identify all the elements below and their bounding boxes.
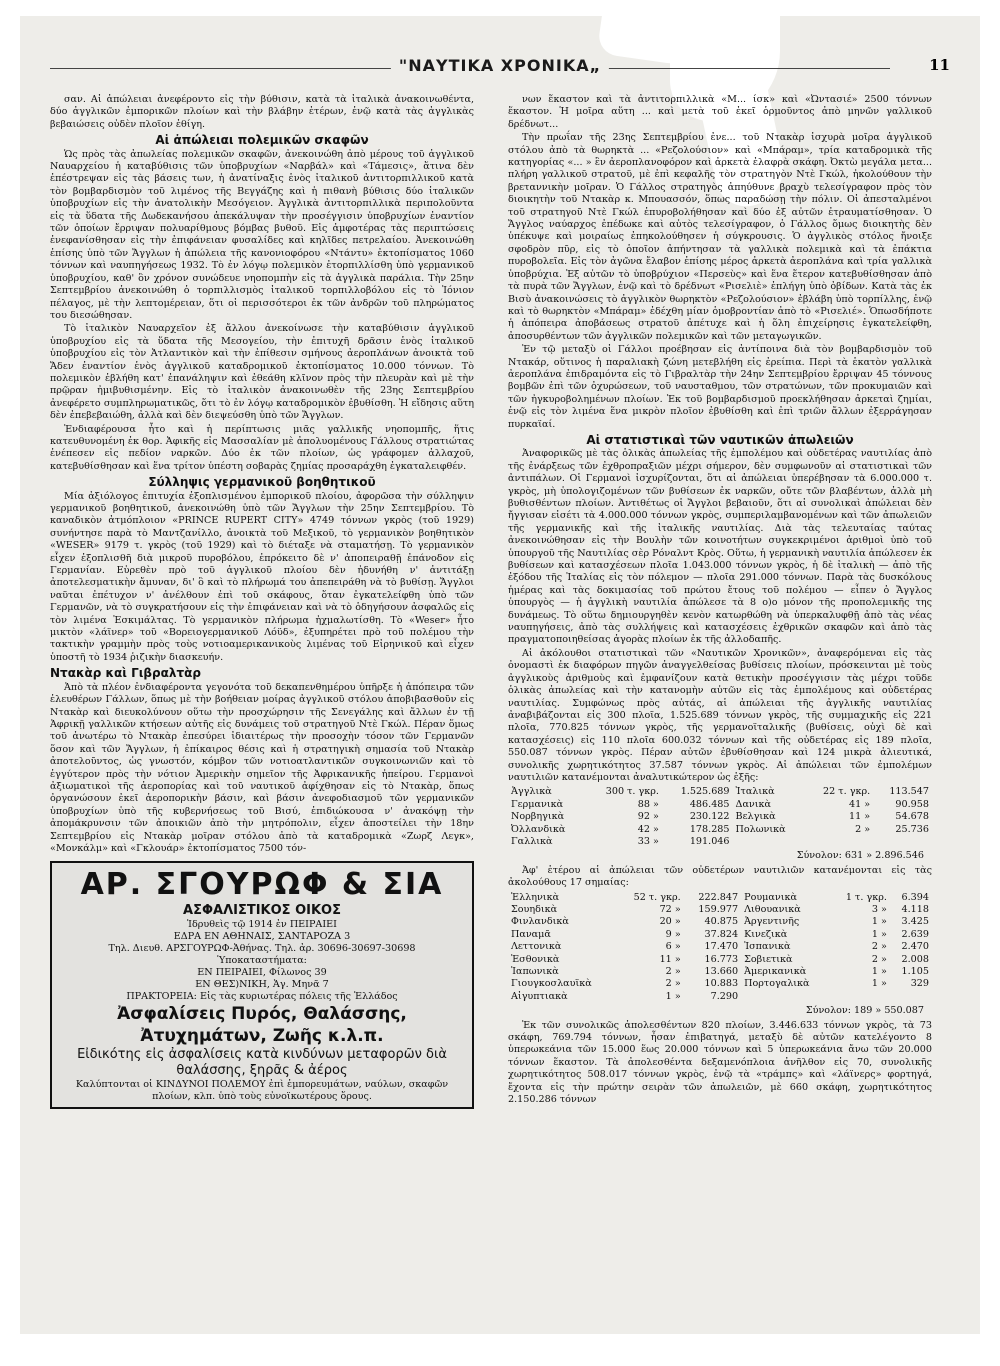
table-row	[508, 799, 932, 811]
table-row	[508, 824, 932, 836]
table-cell	[741, 991, 831, 1003]
ad-telegraph: Τηλ. Διευθ. ΑΡΣΓΟΥΡΩΦ-Ἀθήνας. Τηλ. ἀρ. 30696-30697-30698	[108, 943, 416, 955]
table-cell	[733, 836, 805, 848]
table-cell: 1.105	[901, 966, 929, 978]
table-cell: 113.547	[889, 786, 929, 798]
table-cell: 90.958	[895, 798, 929, 810]
table-cell: Ἀγγλικὰ	[511, 786, 552, 798]
table-cell: Ἑλληνικὰ	[511, 891, 560, 903]
table-cell: 20 »	[659, 916, 681, 928]
table-cell: 1 »	[871, 966, 887, 978]
ad-founded: Ἱδρυθεὶς τῷ 1914 ἐν ΠΕΙΡΑΙΕΙ	[187, 919, 337, 931]
table-cell: Παναμᾶ	[511, 928, 551, 940]
table-cell: Ὀλλανδικὰ	[511, 823, 566, 835]
table-row	[508, 978, 932, 990]
paragraph: νων ἕκαστον καὶ τὰ ἀντιτορπιλλικὰ «Μ... ίσκ» καὶ «Ὠντασιέ» 2500 τόννων ἕκαστον. Ἡ μοῖρα αὕτη ... καὶ μετὰ τοῦ ἐκεῖ ὁρμοῦντος ἀπὸ μηνῶν γαλλικοῦ δρέδνωτ...	[508, 94, 932, 130]
table-cell	[890, 991, 932, 1003]
table-cell: Φινλανδικὰ	[511, 916, 569, 928]
table-cell: 329	[910, 978, 929, 990]
paragraph: Ἐνδιαφέρουσα ἦτο καὶ ἡ περίπτωσις μιᾶς γαλλικῆς νηοπομπῆς, ἥτις κατευθυνομένη ἐκ θορ. Ἀφικῆς εἰς Μασσαλίαν μὲ ἀπολυομένους Γάλλους στρατιώτας ἐνέπεσεν εἰς πεδίον ναρκῶν. Δύο ἐκ τῶν πλοίων, ὡς γράφομεν ἀλλαχοῦ, κατεβυθίσθησαν καὶ ἕνα τρίτον ὑπέστη σοβαρὰς ζημίας προσαράχθη ἐγκαταλειφθέν.	[50, 423, 474, 472]
paragraph: Ἀπὸ τὰ πλέον ἐνδιαφέροντα γεγονότα τοῦ δεκαπενθημέρου ὑπῆρξε ἡ ἀπόπειρα τῶν ἐλευθέρων Γάλλων, ὅπως μὲ τὴν βοήθειαν μοίρας ἀγγλικοῦ στόλου ἀποβιβασθοῦν εἰς Ντακὰρ καὶ διευκολύνουν οὕτω τὴν προσχώρησιν τῆς Σενεγάλης καὶ ἄλλων ἐν τῇ Ἀφρικῇ γαλλικῶν κτήσεων αὐτῆς εἰς δυνάμεις τοῦ στρατηγοῦ Ντὲ Γκώλ. Πέραν ὅμως τοῦ ἀνωτέρω τὸ Ντακὰρ ἐπεσύρει ἰδιαιτέρως τὴν προσοχὴν τόσον τῶν Γερμανῶν ὅσον καὶ τῶν Ἄγγλων, ἡ ἐπίκαιρος θέσις καὶ ἡ στρατηγικὴ σημασία τοῦ Ντακὰρ ἀποτελοῦντος, ὡς γνωστόν, κόμβον τῶν νοτιοατλαντικῶν συγκοινωνιῶν καὶ τὸ ἐγγύτερον πρὸς τὴν νότιον Ἀμερικὴν σημεῖον τῆς Ἀφρικανικῆς ἠπείρου. Γερμανοὶ ἀξιωματικοὶ τῆς ἀεροπορίας καὶ τοῦ ναυτικοῦ ἀφίχθησαν εἰς τὸ Ντακὰρ, ὅπως ὀργανώσουν ἐκεῖ ἀεροπορικὴν βάσιν, καὶ βάσιν ἀνεφοδιασμοῦ τῶν γερμανικῶν ὑποβρυχίων ὑπὸ τῆς κυβερνήσεως τοῦ Βισύ, ἐπιδιώκουσα ν' ἀνακόψῃ τὴν ἀπομάκρυνσιν τῶν ἀποικιῶν ἀπὸ τὴν μητρόπολιν, εἶχεν ἀποστείλει τὴν 18ην Σεπτεμβρίου εἰς Ντακὰρ μοῖραν στόλου ἀπὸ τὰ καταδρομικὰ «Ζωρζ Λεγκ», «Μονκάλμ» καὶ «Γκλουάρ» ἐκτοπίσματος 7500 τόν-	[50, 681, 474, 854]
table-cell: 52 τ. γκρ.	[633, 891, 681, 903]
table-cell: Βελγικὰ	[735, 811, 776, 823]
paragraph: Ἀναφορικῶς μὲ τὰς ὁλικὰς ἀπωλείας τῆς ἐμπολέμου καὶ οὐδετέρας ναυτιλίας ἀπὸ τῆς ἐνάρξεως τῶν ἐχθροπραξιῶν μέχρι σήμερον, δὲν συμφωνοῦν αἱ στατιστικαὶ τῶν ἀντιπάλων. Οἱ Γερμανοὶ ἰσχυρίζονται, ὅτι αἱ ἀπώλειαι ὑπερέβησαν τὰ 6.000.000 τ. γκρὸς, μὴ ὑπολογιζομένων τῶν βυθίσεων ἐκ ναρκῶν, οὔτε τῶν βλαβέντων, ἀλλὰ μὴ βυθισθέντων πλοίων. Ἀντιθέτως οἱ Ἄγγλοι βεβαιοῦν, ὅτι αἱ συνολικαὶ ἀπώλειαι δὲν ἤγγισαν εἰσέτι τὰ 4.000.000 τόννων γκρὸς, συμπεριλαμβανομένων καὶ τῶν ἀπωλειῶν τῆς γερμανικῆς καὶ τῆς ἰταλικῆς ναυτιλίας. Διὰ τὰς τελευταίας ταύτας ἀνεκοινώθησαν εἰς τὴν Βουλὴν τῶν κοινοτήτων συγκεκριμένοι ἀριθμοὶ ὑπὸ τοῦ ὑπουργοῦ τῆς Ναυτιλίας σὲρ Ρόναλντ Κρὸς. Οὕτω, ἡ γερμανικὴ ναυτιλία ἀπώλεσεν ἐκ βυθίσεων καὶ κατασχέσεων πλοῖα 1.043.000 τόννων γκρὸς, ἡ δὲ ἰταλικὴ — ἀπὸ τῆς ἐξόδου τῆς Ἰταλίας εἰς τὸν πόλεμον — πλοῖα 291.000 τόννων. Παρὰ τὰς δυσκόλους ἡμέρας καὶ τὰς δοκιμασίας τοῦ πρώτου ἔτους τοῦ πολέμου — εἶπεν ὁ Ἄγγλος ὑπουργὸς — ἡ ἀγγλικὴ ναυτιλία ἀπώλεσε τὰ 8 ο)ο μόνον τῆς προπολεμικῆς της δυνάμεως. Τὸ οὕτω δημιουργηθὲν κενὸν κατωρθώθη νὰ ὑπερκαλυφθῇ ἀπὸ τὰς νέας ναυπηγήσεις, ἀπὸ τὰς συλλήψεις καὶ κατασχέσεις ἐχθρικῶν σκαφῶν καὶ ἀπὸ τὰς πραγματοποιηθείσας ἀγορὰς πλοίων ἐκ τῆς ἀλλοδαπῆς.	[508, 448, 932, 646]
table-cell: 88 »	[637, 798, 659, 810]
page-number: 11	[929, 56, 950, 74]
table-cell: 6 »	[665, 941, 681, 953]
table-row	[508, 966, 932, 978]
paragraph: Ἀφ' ἑτέρου αἱ ἀπώλειαι τῶν οὐδετέρων ναυτιλιῶν κατανέμονται εἰς τὰς ἀκολούθους 17 σημαίας:	[508, 864, 932, 889]
table-cell: 33 »	[637, 835, 659, 847]
newspaper-page	[20, 16, 980, 1334]
table-row	[508, 941, 932, 953]
ad-footer: Καλύπτονται οἱ ΚΙΝΔΥΝΟΙ ΠΟΛΕΜΟΥ ἐπὶ ἐμπορευμάτων, ναύλων, σκαφῶν πλοίων, κλπ. ὑπὸ τοὺς εὐνοϊκωτέρους ὅρους.	[75, 1079, 449, 1103]
table-row	[508, 916, 932, 928]
table-row	[508, 811, 932, 823]
table-row	[508, 892, 932, 904]
table-cell	[831, 991, 890, 1003]
table-cell: 486.485	[689, 798, 730, 810]
table-cell: 92 »	[637, 811, 659, 823]
table-cell: 2.470	[901, 941, 929, 953]
ad-branch: ΕΝ ΠΕΙΡΑΙΕΙ, Φίλωνος 39	[197, 967, 327, 979]
table-cell: 40.875	[704, 916, 739, 928]
table-cell: Σοβιετικὰ	[744, 953, 793, 965]
table-cell: 2 »	[665, 978, 681, 990]
ad-subtitle: ΑΣΦΑΛΙΣΤΙΚΟΣ ΟΙΚΟΣ	[183, 903, 341, 919]
table-cell: 1 »	[871, 928, 887, 940]
ad-specialty: Εἰδικότης εἰς ἀσφαλίσεις κατὰ κινδύνων μεταφορῶν διὰ θαλάσσης, ξηρᾶς & ἀέρος	[77, 1047, 447, 1079]
table-cell: 41 »	[849, 798, 871, 810]
table-cell: Ἰαπωνικὰ	[511, 966, 559, 978]
table-cell: 11 »	[849, 811, 871, 823]
table-cell: Λεττονικὰ	[511, 941, 562, 953]
table-cell: 22 τ. γκρ.	[823, 786, 871, 798]
paragraph: Αἱ ἀκόλουθοι στατιστικαὶ τῶν «Ναυτικῶν Χρονικῶν», ἀναφερόμεναι εἰς τὰς ὀνομαστὶ ἐκ διαφόρων πηγῶν ἀναγγελθείσας βυθίσεις πλοίων, πρόσκεινται μὲ τοὺς ἀγγλικοὺς ἀριθμοὺς καὶ ἐμφανίζουν κατὰ θετικὴν προσέγγισιν τὰς μέχρι τοῦδε ὁλικὰς ἀπωλείας καὶ τὴν κατανομὴν αὐτῶν εἰς τὰς ἐμπολέμους καὶ οὐδετέρας ναυτιλίας. Συμφώνως πρὸς αὐτάς, αἱ ἀπώλειαι τῆς ἀγγλικῆς ναυτιλίας ἀναβιβάζονται εἰς 300 πλοῖα, 1.525.689 τόννων γκρὸς, τῆς συμμαχικῆς εἰς 221 πλοῖα, 770.825 τόννων γκρὸς, τῆς γερμανοϊταλικῆς (βυθίσεις, οὐχὶ δὲ καὶ κατασχέσεις) εἰς 110 πλοῖα 600.032 τόννων καὶ τῆς οὐδετέρας εἰς 189 πλοῖα, 550.087 τόννων γκρὸς. Πέραν αὐτῶν ἐβυθίσθησαν καὶ 124 μικρὰ ἁλιευτικά, συνολικῆς χωρητικότητος 37.587 τόννων γκρὸς. Αἱ ἀπώλειαι τῶν ἐμπολέμων ναυτιλιῶν κατανέμονται ἀναλυτικώτερον ὡς ἑξῆς:	[508, 647, 932, 783]
table-row	[508, 991, 932, 1003]
table-total: Σύνολον: 189 » 550.087	[805, 1005, 924, 1017]
table-cell: 37.824	[704, 928, 739, 940]
ad-insurance-lines: Ἀσφαλίσεις Πυρός, Θαλάσσης, Ἀτυχημάτων, Ζωῆς κ.λ.π.	[117, 1004, 407, 1047]
neutral-losses-table	[508, 892, 932, 1004]
table-cell: Ἰταλικὰ	[735, 786, 775, 798]
table-cell: 1 »	[665, 990, 681, 1002]
left-column	[50, 94, 474, 1310]
section-heading: Αἱ ἀπώλειαι πολεμικῶν σκαφῶν	[155, 133, 369, 148]
ad-branches-label: Ὑποκαταστήματα:	[217, 955, 307, 967]
table-cell: 11 »	[659, 953, 681, 965]
table-cell: Ἐσθονικὰ	[511, 953, 560, 965]
table-cell: Πολωνικὰ	[735, 823, 786, 835]
page-title: "ΝΑΥΤΙΚΑ ΧΡΟΝΙΚΑ„	[391, 56, 609, 75]
ad-company-name: ΑΡ. ΣΓΟΥΡΩΦ & ΣΙΑ	[80, 867, 444, 903]
table-cell: 2 »	[871, 941, 887, 953]
table-cell: Ἰσπανικὰ	[744, 941, 791, 953]
table-row	[508, 929, 932, 941]
table-cell: 72 »	[659, 904, 681, 915]
table-cell: Γιουγκοσλαυϊκὰ	[511, 978, 592, 990]
table-cell: 13.660	[704, 966, 739, 978]
table-cell: 4.118	[901, 904, 929, 915]
table-row	[508, 786, 932, 798]
ad-headquarters: ΕΔΡΑ ΕΝ ΑΘΗΝΑΙΣ, ΣΑΝΤΑΡΟΖΑ 3	[173, 931, 351, 943]
paragraph: Τὴν πρωΐαν τῆς 23ης Σεπτεμβρίου ἐνε... τοῦ Ντακὰρ ἰσχυρὰ μοῖρα ἀγγλικοῦ στόλου ἀπὸ τὰ θωρηκτὰ ... «Ρεζολούσιον» καὶ «Μπάραμ», τρία καταδρομικὰ τῆς κατηγορίας «... » ἓν ἀεροπλανοφόρον καὶ ἀρκετὰ ἐλαφρὰ σκάφη. Ὀκτὼ μεγάλα μετα... πλήρη γαλλικοῦ στρατοῦ, μὲ ἐπὶ κεφαλῆς τὸν στρατηγὸν Ντὲ Γκώλ, ἠκολούθουν τὴν βρεταννικὴν μοῖραν. Ὁ Γάλλος στρατηγὸς ἀπηύθυνε βραχὺ τελεσίγραφον πρὸς τὸν διοικητὴν τοῦ Ντακὰρ κ. Μπουασσόν, ὅπως παραδώσῃ τὴν πόλιν. Οἱ ἀπεσταλμένοι τοῦ στρατηγοῦ Ντὲ Γκώλ ἐπυροβολήθησαν καὶ δύο ἐξ αὐτῶν ἐτραυματίσθησαν. Ὁ Ἄγγλος ναύαρχος ἐπέδωκε καὶ αὐτὸς τελεσίγραφον, ὁ Γάλλος ὅμως διοικητὴς δὲν ὑπέκυψε καὶ μοιραίως ἐπηκολούθησεν ἡ σύγκρουσις. Ὁ ἀγγλικὸς στόλος ἤνοιξε σφοδρὸν πῦρ, εἰς τὸ ὁποῖον ἀπήντησαν τὰ γαλλικὰ πολεμικὰ καὶ τὰ ἐπάκτια πυροβολεῖα. Εἰς τὸν ἀγῶνα ἔλαβον ἐπίσης μέρος ἀρκετὰ ἀεροπλάνα καὶ τρία γαλλικὰ ὑποβρύχια. Ἐξ αὐτῶν τὸ ὑποβρύχιον «Περσεὺς» καὶ ἕνα ἕτερον κατεβυθίσθησαν ἀπὸ τὰ πυρὰ τῶν Ἄγγλων, ἐνῷ καὶ τὸ δρέδνωτ «Ρισελιὲ» ἐπλήγη ὑπὸ ὀβίδων. Κατὰ τὰς ἐκ Βισὺ ἀνακοινώσεις τὸ ἀγγλικὸν θωρηκτὸν «Ρεζολούσιον» ἐβλάβη ὑπὸ τορπίλλης, ἐνῷ καὶ τὸ θωρηκτὸν «Μπάραμ» ἐδέχθη μίαν ὁμοβροντίαν ἀπὸ τὸ «Ρισελιέ». Ὁπωσδήποτε ἡ ἀπόπειρα ἀποβάσεως στρατοῦ ἀπέτυχε καὶ ἡ ὅλη ἐπιχείρησις ἐγκατελείφθη, ἀποσυρθέντων τῶν ἀγγλικῶν πολεμικῶν καὶ τῶν μεταγωγικῶν.	[508, 132, 932, 342]
table-cell: 9 »	[665, 928, 681, 940]
table-cell: 2.639	[901, 928, 929, 940]
table-cell: 1 τ. γκρ.	[845, 891, 887, 903]
table-cell: 17.470	[704, 941, 739, 953]
table-cell: 6.394	[901, 891, 929, 903]
table-row	[508, 904, 932, 916]
table-cell: Ρουμανικὰ	[744, 891, 797, 903]
table-cell: 16.773	[704, 953, 739, 965]
table-cell: 2.008	[901, 953, 929, 965]
table-cell: Νορβηγικὰ	[511, 811, 565, 823]
table-cell: 1 »	[871, 916, 887, 928]
table-cell	[873, 836, 932, 848]
ad-branch: ΕΝ ΘΕΣ)ΝΙΚΗ, Ἁγ. Μηνᾶ 7	[195, 979, 329, 991]
paragraph: σαν. Αἱ ἀπώλειαι ἀνεφέροντο εἰς τὴν βύθισιν, κατὰ τὰ ἰταλικὰ ἀνακοινωθέντα, δύο ἀγγλικῶν ἐμπορικῶν πλοίων καὶ τὴν βλάβην ἑτέρων, ἐνῷ κατὰ τὰς ἀγγλικὰς βεβαιώσεις οὐδὲν πλοῖον ἐθίγη.	[50, 94, 474, 130]
paragraph: Τὸ ἰταλικὸν Ναυαρχεῖον ἐξ ἄλλου ἀνεκοίνωσε τὴν καταβύθισιν ἀγγλικοῦ ὑποβρυχίου εἰς τὰ ὕδατα τῆς Μεσογείου, τὴν ἐπιτυχῆ δρᾶσιν ἑνὸς ἰταλικοῦ ὑποβρυχίου εἰς τὸν Ἀτλαντικὸν καὶ τὴν ἐπίθεσιν σμήνους ἀεροπλάνων ἀνοικτὰ τοῦ Ἄδεν ἐναντίον ἑνὸς ἀγγλικοῦ καταδρομικοῦ ἐκτοπίσματος 10.000 τόννων. Τὸ πολεμικὸν ἐβλήθη κατ' ἐπανάληψιν καὶ ἐθεάθη κλῖνον πρὸς τὴν πλευρὰν καὶ μὲ τὴν πρῷραν ἠμιβυθισμένην. Εἰς τὸ ἰταλικὸν ἀνακοινωθὲν τῆς 23ης Σεπτεμβρίου ἀνεφέρετο συμπληρωματικῶς, ὅτι τὸ ἐν λόγῳ καταδρομικὸν ἐβυθίσθη. Ἡ εἴδησις αὕτη δὲν ἐπεβεβαιώθη, ἀλλὰ καὶ δὲν διεψεύσθη ὑπὸ τῶν Ἄγγλων.	[50, 323, 474, 422]
paragraph: Ἐν τῷ μεταξὺ οἱ Γάλλοι προέβησαν εἰς ἀντίποινα διὰ τὸν βομβαρδισμὸν τοῦ Ντακάρ, οὕτινος ἡ παραλιακὴ ζώνη μετεβλήθη εἰς ἐρείπια. Περὶ τὰ ἑκατὸν γαλλικὰ ἀεροπλάνα ἐπιδραμόντα εἰς τὸ Γιβραλτὰρ τὴν 24ην Σεπτεμβρίου ἔρριψαν 45 τόννους βομβῶν ἐπὶ τῶν ὀχυρώσεων, τοῦ ναυσταθμου, τῶν στρατώνων, τῶν προκυμαιῶν καὶ τῶν ἠγκυροβολημένων πλοίων. Ἐκ τοῦ βομβαρδισμοῦ προεκλήθησαν ἀρκεταὶ ζημίαι, ἐνῷ εἰς τὸν λιμένα ἕνα μικρὸν πλοῖον ἐβυθίσθη καὶ ἐπὶ τριῶν ἄλλων ἐξερράγησαν πυρκαϊαί.	[508, 344, 932, 430]
paragraph: Μία ἀξιόλογος ἐπιτυχία ἐξοπλισμένου ἐμπορικοῦ πλοίου, ἀφορῶσα τὴν σύλληψιν γερμανικοῦ βοηθητικοῦ, ἀνεκοινώθη ὑπὸ τῶν Ἄγγλων τὴν 25ην Σεπτεμβρίου. Τὸ καναδικὸν ἀτμόπλοιον «PRINCE RUPERT CITY» 4749 τόννων γκρὸς (τοῦ 1929) συνήντησε παρὰ τὸ Μαντζανίλλο, ἀνοικτὰ τοῦ Μεξικοῦ, τὸ γερμανικὸν βοηθητικὸν «WESER» 9179 τ. γκρὸς (τοῦ 1929) καὶ τὸ διέταξε νὰ σταματήσῃ. Τὸ γερμανικὸν εἶχεν ἐξοπλισθῆ διὰ μικροῦ πυροβόλου, ἐπρόκειτο δὲ ν' ἀποπειραθῇ ἐπάνοδον εἰς Γερμανίαν. Εὑρεθὲν πρὸ τοῦ ἀγγλικοῦ πλοίου δὲν ἠδυνήθη ν' ἀντιτάξῃ ἀποτελεσματικὴν ἄμυναν, δι' ὃ καὶ τὸ πλήρωμά του ἀπεπειράθη νὰ τὸ βυθίσῃ. Ἄγγλοι ναῦται ἐπέτυχον ν' ἀνέλθουν ἐπὶ τοῦ σκάφους, ὅταν ἐγκατελείφθη ὑπὸ τῶν Γερμανῶν, νὰ τὸ συγκρατήσουν εἰς τὴν ἐπιφάνειαν καὶ νὰ τὸ ὁδηγήσουν ἀσφαλῶς εἰς τὸν λιμένα Ἐσκιμάλτας. Τὸ γερμανικὸν πλήρωμα ἠχμαλωτίσθη. Τὸ «Weser» ἦτο μικτὸν «λάϊνερ» τοῦ «Βορειογερμανικοῦ Λόϋδ», ἐξυπηρέτει πρὸ τοῦ πολέμου τὴν τακτικὴν γραμμὴν πρὸς τοὺς νοτιοαμερικανικοὺς λιμένας τοῦ Εἰρηνικοῦ καὶ εἶχεν ὑποστῆ τὸ 1934 ῥιζικὴν διασκευήν.	[50, 490, 474, 663]
table-cell: 230.122	[689, 811, 730, 823]
table-cell: 2 »	[871, 953, 887, 965]
section-heading: Σύλληψις γερμανικοῦ βοηθητικοῦ	[148, 475, 376, 490]
insurance-advertisement	[50, 861, 474, 1109]
table-cell: 178.285	[689, 823, 730, 835]
table-row	[508, 836, 932, 848]
table-cell: 191.046	[689, 835, 730, 847]
table-cell: 54.678	[895, 811, 929, 823]
belligerent-losses-table	[508, 786, 932, 848]
table-cell: 3.425	[901, 916, 929, 928]
section-heading: Αἱ στατιστικαὶ τῶν ναυτικῶν ἀπωλειῶν	[586, 432, 854, 447]
table-cell: 222.847	[698, 891, 739, 903]
page-header	[50, 56, 950, 86]
table-cell: 2 »	[665, 966, 681, 978]
table-cell: 7.290	[710, 990, 739, 1002]
table-cell: 2 »	[855, 823, 871, 835]
table-cell: Πορτογαλικὰ	[744, 978, 810, 990]
ad-agencies: ΠΡΑΚΤΟΡΕΙΑ: Εἰς τὰς κυριωτέρας πόλεις τῆς Ἑλλάδος	[126, 991, 398, 1003]
right-column	[508, 94, 932, 1310]
table-cell: Γαλλικὰ	[511, 835, 553, 847]
table-cell: Ἀργεντινῆς	[744, 916, 800, 928]
table-cell: Λιθουανικὰ	[744, 904, 801, 915]
table-cell: 3 »	[871, 904, 887, 915]
table-cell: Κινεζικὰ	[744, 928, 788, 940]
table-total: Σύνολον: 631 » 2.896.546	[796, 850, 924, 862]
table-cell: Γερμανικὰ	[511, 798, 564, 810]
paragraph: Ἐκ τῶν συνολικῶς ἀπολεσθέντων 820 πλοίων, 3.446.633 τόννων γκρὸς, τὰ 73 σκάφη, 769.794 τόννων, ἦσαν ἐπιβατηγά, μεταξὺ δὲ αὐτῶν κατελέγοντο 8 ὑπερωκεάνια τῶν 15.000 ἕως 20.000 τόννων καὶ 5 ὑπερωκεάνια ἄνω τῶν 20.000 τόννων ἕκαστον. Τὰ ἀπολεσθέντα δεξαμενόπλοια ἀνῆλθον εἰς 70, συνολικῆς χωρητικότητος 508.017 τόννων γκρὸς, ἐνῷ τὰ «τράμπς» καὶ «λάϊνερς» φορτηγά, ἔχοντα εἰς τὴν πρώτην σειρὰν τῶν ἀπωλειῶν, μὲ 660 σκάφη, χωρητικότητος 2.150.286 τόννων	[508, 1019, 932, 1106]
table-cell: 159.977	[698, 904, 739, 915]
table-row	[508, 954, 932, 966]
table-cell: 10.883	[704, 978, 739, 990]
table-cell: 1 »	[871, 978, 887, 990]
table-cell: Δανικὰ	[735, 798, 771, 810]
table-cell: Σουηδικὰ	[511, 904, 558, 915]
paragraph: Ὡς πρὸς τὰς ἀπωλείας πολεμικῶν σκαφῶν, ἀνεκοινώθη ἀπὸ μέρους τοῦ ἀγγλικοῦ Ναυαρχείου ἡ καταβύθισις τῶν ὑποβρυχίων «Ναρβάλ» καὶ «Τάμεσις», ἅτινα δὲν ἐπέστρεψαν εἰς τὰς βάσεις των, ἡ ἀνατίναξις ἑνὸς ἰταλικοῦ ἀντιτορπιλλικοῦ κατὰ τὸν βομβαρδισμὸν τοῦ λιμένος τῆς Βεγγάζης καὶ ἡ πιθανὴ βύθισις δύο ἰταλικῶν ὑποβρυχίων εἰς τὴν ἀνατολικὴν Μεσόγειον. Ἀγγλικὰ ἀντιτορπιλλικὰ περιπολοῦντα εἰς τὰ ὕδατα τῆς Δωδεκανήσου ἀπεκάλυψαν τὴν προσέγγισιν ὑποβρυχίων ἐναντίον τῶν ὁποίων ἔρριψαν πολυαρίθμους βόμβας βυθοῦ. Εἰς ἀμφοτέρας τὰς περιπτώσεις ἐνεφανίσθησαν εἰς τὴν ἐπιφάνειαν φυσαλίδες καὶ κηλῖδες πετρελαίου. Ἀνεκοινώθη ἐπίσης ὑπὸ τῶν Ἄγγλων ἡ ἀπώλεια τῆς κανονιοφόρου «Ντάντυ» ἐκτοπίσματος 1060 τόννων καὶ ναυπηγήσεως 1932. Τὸ ἐν λόγῳ πολεμικὸν ἐτορπιλλίσθη ὑπὸ γερμανικοῦ ὑποβρυχίου, καθ' ὃν χρόνον συνώδευε νηοπομπὴν εἰς τὰ ἀγγλικὰ παράλια. Τὴν 25ην Σεπτεμβρίου ἀνεκοινώθη ὁ τορπιλλισμὸς ἰταλικοῦ τορπιλλοβόλου εἰς τὸ Ἰόνιον πέλαγος, μὲ τὴν λεπτομέρειαν, ὅτι οἱ περισσότεροι ἐκ τῶν ἀνδρῶν τοῦ πληρώματος του διεσώθησαν.	[50, 148, 474, 321]
table-cell	[805, 836, 873, 848]
table-cell: 42 »	[637, 823, 659, 835]
table-cell: Ἀμερικανικὰ	[744, 966, 807, 978]
table-cell: 300 τ. γκρ.	[605, 786, 659, 798]
section-heading: Ντακὰρ καὶ Γιβραλτὰρ	[50, 666, 201, 681]
table-cell: Αἰγυπτιακὰ	[511, 990, 568, 1002]
table-cell: 1.525.689	[680, 786, 730, 798]
table-cell: 25.736	[895, 823, 929, 835]
